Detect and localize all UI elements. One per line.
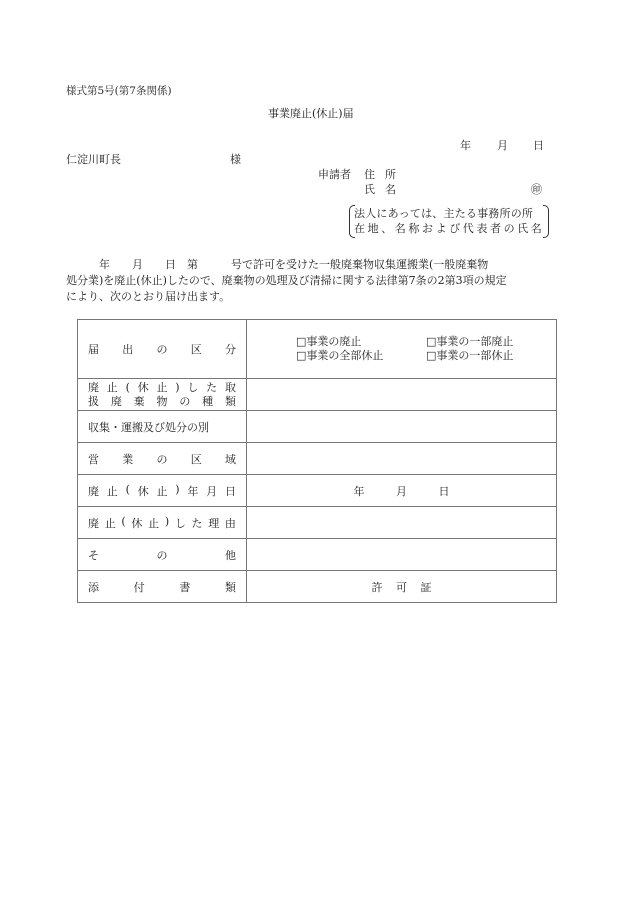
label-char: 休: [137, 380, 149, 394]
label-char: 付: [133, 580, 145, 594]
applicant-label: 申請者: [318, 168, 351, 181]
label-abolition-date: [78, 475, 247, 507]
table-row-business-area: [78, 443, 557, 475]
label-char: ): [175, 482, 180, 496]
label-business-area: [78, 443, 247, 475]
attachment-char: 許: [371, 580, 383, 594]
label-char: 止: [156, 484, 168, 498]
label-char: 廃: [88, 484, 99, 498]
label-char: 止: [148, 516, 160, 530]
other-field[interactable]: [247, 539, 557, 571]
label-char: 分: [225, 343, 236, 356]
address-label-char: 所: [385, 168, 396, 181]
body-line-3: により、次のとおり届け出ます。: [66, 290, 231, 303]
checkbox-partial-suspension[interactable]: □事業の一部休止: [426, 349, 514, 362]
label-char: 物: [156, 394, 168, 408]
table-row-attachments: [78, 571, 557, 603]
label-char: の: [156, 452, 168, 466]
notification-type-options: [247, 320, 557, 379]
label-char: 扱: [88, 394, 99, 408]
address-label-char: 住: [364, 168, 375, 181]
label-char: 類: [224, 394, 236, 408]
label-char: 由: [224, 516, 236, 530]
checkbox-business-abolition[interactable]: □事業の廃止: [296, 335, 362, 348]
label-char: 止: [156, 380, 168, 394]
label-char: 止: [104, 516, 116, 530]
label-notification-type: [78, 320, 247, 379]
corporation-note-line-2: 在地、名称および代表者の氏名: [354, 222, 545, 235]
label-char: の: [156, 548, 168, 562]
label-other: [78, 539, 247, 571]
label-collection-disposal: 収集・運搬及び処分の別: [78, 411, 247, 443]
table-row-reason: [78, 507, 557, 539]
label-char: 届: [88, 343, 99, 356]
reason-field[interactable]: [247, 507, 557, 539]
date-year-label: 年: [460, 139, 471, 152]
name-label: [364, 181, 396, 197]
body-paragraph: [66, 257, 561, 305]
label-char: た: [191, 516, 203, 530]
date-month: 月: [396, 484, 407, 498]
corporation-note: [349, 205, 549, 238]
corporation-note-line-1: 法人にあっては、主たる事務所の所: [354, 207, 534, 220]
label-char: (: [125, 482, 130, 496]
attachments-field: [247, 571, 557, 603]
label-char: 域: [225, 452, 236, 466]
waste-type-field[interactable]: [247, 379, 557, 411]
seal-mark-icon: ㊞: [531, 183, 542, 196]
label-char: 棄: [133, 394, 145, 408]
label-waste-type: [78, 379, 247, 411]
label-char: 廃: [88, 516, 99, 530]
label-char: た: [206, 380, 218, 394]
address-label: [364, 166, 396, 182]
label-char: 取: [224, 380, 236, 394]
label-char: 出: [122, 343, 134, 356]
label-char: 年: [187, 484, 199, 498]
form-number: 様式第5号(第7条関係): [66, 85, 172, 97]
label-char: の: [156, 343, 168, 356]
notification-table: [77, 319, 557, 603]
label-char: ): [164, 514, 170, 528]
label-char: 営: [88, 452, 99, 466]
table-row-collection-disposal: [78, 411, 557, 443]
date-year: 年: [353, 484, 365, 498]
label-reason: [78, 507, 247, 539]
body-line-1: 年 月 日 第 号で許可を受けた一般廃棄物収集運搬業(一般廃棄物: [66, 258, 489, 271]
label-char: ): [175, 380, 180, 394]
label-char: 止: [106, 484, 118, 498]
attachment-char: 可: [396, 580, 407, 594]
honorific: 様: [230, 153, 241, 166]
business-area-field[interactable]: [247, 443, 557, 475]
label-char: 業: [122, 452, 134, 466]
label-char: 月: [206, 484, 218, 498]
label-char: 日: [224, 484, 236, 498]
table-row-waste-type: [78, 379, 557, 411]
label-char: 廃: [110, 394, 122, 408]
label-attachments: [78, 571, 247, 603]
label-char: 休: [131, 516, 143, 530]
label-char: 添: [88, 580, 99, 594]
label-char: 他: [225, 548, 236, 562]
label-char: (: [121, 514, 126, 528]
label-char: そ: [88, 548, 99, 562]
document-title: 事業廃止(休止)届: [268, 107, 354, 120]
label-char: 廃: [88, 380, 99, 394]
label-char: 類: [224, 580, 236, 594]
body-line-2: 処分業)を廃止(休止)したので、廃棄物の処理及び清掃に関する法律第7条の2第3項の規定: [66, 274, 507, 287]
date-day-label: 日: [533, 139, 544, 152]
label-char: 書: [179, 580, 191, 594]
name-label-char: 氏: [364, 183, 375, 196]
checkbox-partial-abolition[interactable]: □事業の一部廃止: [426, 335, 514, 348]
table-row-notification-type: [78, 320, 557, 379]
label-char: 理: [208, 516, 220, 530]
label-char: 種: [202, 394, 214, 408]
label-char: 区: [190, 452, 202, 466]
label-char: の: [179, 394, 191, 408]
name-label-char: 名: [385, 183, 396, 196]
abolition-date-field[interactable]: [247, 475, 557, 507]
label-char: 区: [190, 343, 202, 356]
collection-disposal-field[interactable]: [247, 411, 557, 443]
checkbox-full-suspension[interactable]: □事業の全部休止: [296, 349, 384, 362]
label-char: し: [174, 516, 186, 530]
date-day: 日: [438, 484, 450, 498]
right-bracket: [543, 205, 549, 238]
label-char: (: [125, 380, 130, 394]
label-char: 止: [106, 380, 118, 394]
label-char: し: [187, 380, 199, 394]
table-row-abolition-date: [78, 475, 557, 507]
attachment-char: 証: [420, 580, 432, 594]
addressee: 仁淀川町長: [66, 153, 121, 166]
date-month-label: 月: [497, 139, 508, 152]
label-char: 休: [137, 484, 149, 498]
table-row-other: [78, 539, 557, 571]
